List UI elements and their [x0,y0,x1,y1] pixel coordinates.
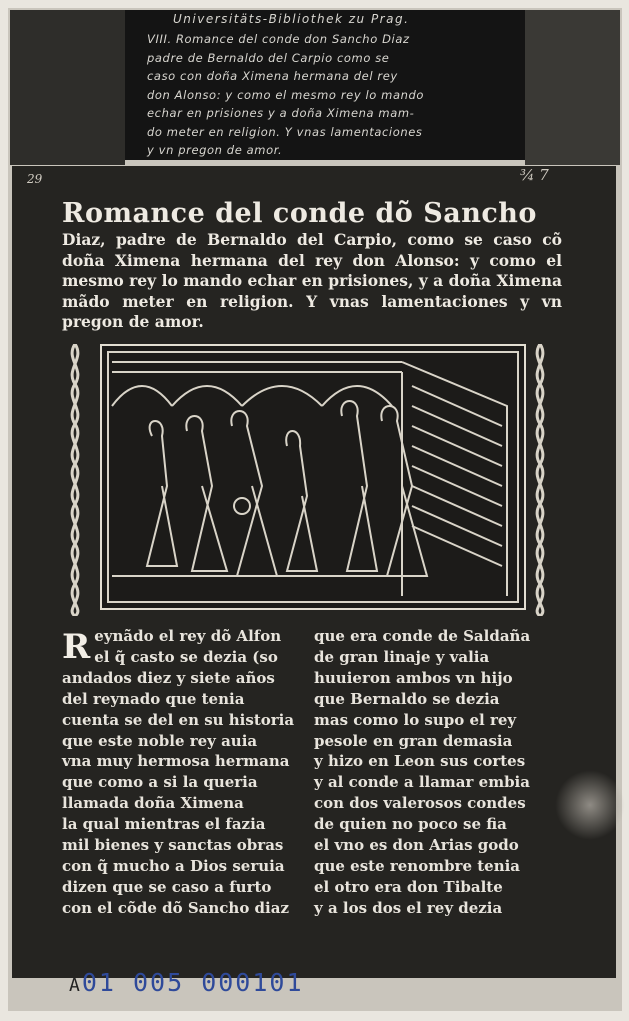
text-line: el q̃ casto se dezia (so [94,647,278,666]
folio-number: 29 [27,172,43,186]
text-line: eynãdo el rey dõ Alfon [94,627,282,645]
text-line: con dos valerosos condes [314,794,526,813]
text-line: que era conde de Saldaña [314,627,531,645]
text-line: andados diez y siete años [62,668,275,687]
label-description: VIII. Romance del conde don Sancho Diaz padre de Bernaldo del Carpio como se caso con doña Ximena hermana del rey don Alonso: y como el mesmo rey lo mando echar en prisiones y a doña Ximena mam- do meter en religion. Y vnas lamentaciones y vn pregon de amor. [147,32,425,157]
text-line: mas como lo supo el rey [314,710,517,729]
text-line: mil bienes y sanctas obras [62,836,284,855]
signature-mark: ¾ 7 [520,166,549,184]
library-label [125,10,525,160]
text-line: y a los dos el rey dezia [314,898,503,917]
text-line: que Bernaldo se dezia [314,689,500,708]
book-page [12,166,616,978]
text-line: pesole en gran demasia [314,731,513,750]
background-strip [525,10,620,165]
text-line: huuieron ambos vn hijo [314,668,513,687]
text-line: que este renombre tenia [314,856,521,875]
shelfmark-number: 01 005 000101 [81,968,304,997]
title-body: Diaz, padre de Bernaldo del Carpio, como se caso cõ doña Ximena hermana del rey don Alonso: y como el mesmo rey lo mando echar en prisiones, y a doña Ximena mãdo meter en religion. Y vnas lamentaciones y vn pregon de amor. [62,230,562,331]
text-column-left [62,626,307,919]
text-line: con q̃ mucho a Dios seruia [62,856,285,875]
text-line: que como a si la queria [62,773,258,792]
text-line: de gran linaje y valia [314,647,490,666]
text-line: el vno es don Arias godo [314,836,519,855]
title-heading: Romance del conde dõ Sancho [62,198,537,229]
text-line: que este noble rey auia [62,731,258,750]
woodcut-illustration [100,344,526,610]
page-title [62,198,562,333]
text-line: del reynado que tenia [62,689,245,708]
text-line: el otro era don Tibalte [314,877,503,896]
text-line: dizen que se caso a furto [62,877,272,896]
text-line: llamada doña Ximena [62,794,244,813]
institution-name: Universitäts-Bibliothek zu Prag. [173,12,410,26]
text-line: y hizo en Leon sus cortes [314,752,526,771]
drop-cap: R [62,627,91,667]
shelfmark [69,968,304,997]
photo-glare [555,770,625,840]
text-column-right [314,626,544,919]
text-line: cuenta se del en su historia [62,710,295,729]
shelfmark-prefix: A [69,975,82,996]
text-line: la qual mientras el fazia [62,815,266,834]
ornamental-border-right [530,344,550,616]
text-line: de quien no poco se fia [314,815,507,834]
text-line: con el cõde dõ Sancho diaz [62,898,289,917]
text-line: vna muy hermosa hermana [62,752,290,771]
ornamental-border-left [65,344,85,616]
text-line: y al conde a llamar embia [314,773,530,792]
background-strip [10,10,125,165]
